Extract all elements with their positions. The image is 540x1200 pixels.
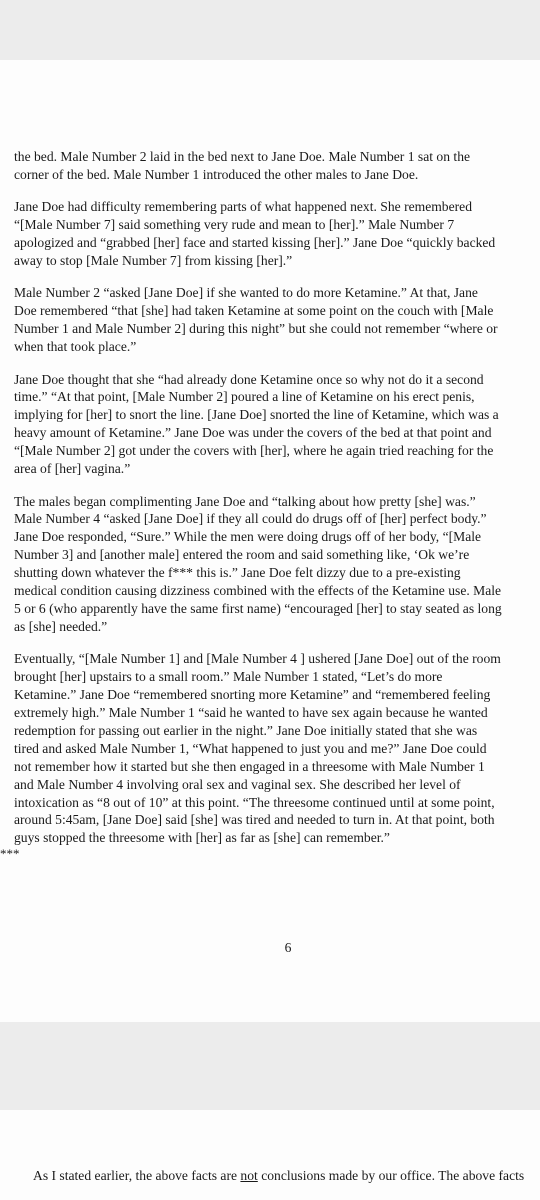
paragraph-4: Jane Doe thought that she “had already done Ketamine once so why not do it a second time.” “At that point, [Male Number 2] poured a line of Ketamine on his erect penis, implying for [her] to snort the line. [Jane Doe] snorted the line of Ketamine, which was a heavy amount of Ketamine.” Jane Doe was under the covers of the bed at that point and “[Male Number 2] got under the covers with [her], where he again tried reaching for the area of [her] vagina.” bbox=[14, 371, 499, 477]
next-page-underlined-word: not bbox=[240, 1168, 258, 1183]
page-gap-top bbox=[0, 0, 540, 60]
document-body bbox=[14, 148, 540, 862]
paragraph-2: Jane Doe had difficulty remembering parts of what happened next. She remembered “[Male Number 7] said something very rude and mean to [her].” Male Number 7 apologized and “grabbed [her] face and started kissing [her].” Jane Doe “quickly backed away to stop [Male Number 7] from kissing [her].” bbox=[14, 199, 496, 269]
page-gap-middle bbox=[0, 1022, 540, 1110]
paragraph-3: Male Number 2 “asked [Jane Doe] if she wanted to do more Ketamine.” At that, Jane Doe remembered “that [she] had taken Ketamine at some point on the couch with [Male Number 1 and Male Number 2] during this night” but she could not remember “where or when that took place.” bbox=[14, 285, 498, 355]
next-page-text-after: conclusions made by our office. The above facts bbox=[257, 1168, 525, 1183]
paragraph-6: Eventually, “[Male Number 1] and [Male Number 4 ] ushered [Jane Doe] out of the room brought [her] upstairs to a small room.” Male Number 1 stated, “Let’s do more Ketamine.” Jane Doe “remembered snorting more Ketamine” and “remembered feeling extremely high.” Male Number 1 “said he wanted to have sex again because he wanted redemption for passing out earlier in the night.” Jane Doe initially stated that she was tired and asked Male Number 1, “What happened to just you and me?” Jane Doe could not remember how it started but she then engaged in a threesome with Male Number 1 and Male Number 4 involving oral sex and vaginal sex. She described her level of intoxication as “8 out of 10” at this point. “The threesome continued until at some point, around 5:45am, [Jane Doe] said [she] was tired and needed to turn in. At that point, both guys stopped the threesome with [her] as far as [she] can remember.” bbox=[14, 651, 501, 846]
paragraph-1: the bed. Male Number 2 laid in the bed next to Jane Doe. Male Number 1 sat on the corner of the bed. Male Number 1 introduced the other males to Jane Doe. bbox=[14, 149, 471, 182]
page-number: 6 bbox=[284, 940, 292, 955]
paragraph-5: The males began complimenting Jane Doe and “talking about how pretty [she] was.” Male Number 4 “asked [Jane Doe] if they all could do drugs off of [her] perfect body.” Jane Doe responded, “Sure.” While the men were doing drugs off of her body, “[Male Number 3] and [another male] entered the room and said something like, ‘Ok we’re shutting down whatever the f*** this is.” Jane Doe felt dizzy due to a pre-existing medical condition causing dizziness combined with the effects of the Ketamine use. Male 5 or 6 (who apparently have the same first name) “encouraged [her] to stay seated as long as [she] needed.” bbox=[14, 493, 502, 634]
next-document-page bbox=[0, 1110, 540, 1200]
section-separator: *** bbox=[0, 846, 20, 861]
next-page-first-line bbox=[33, 1168, 540, 1184]
next-page-text-before: As I stated earlier, the above facts are bbox=[33, 1168, 241, 1183]
